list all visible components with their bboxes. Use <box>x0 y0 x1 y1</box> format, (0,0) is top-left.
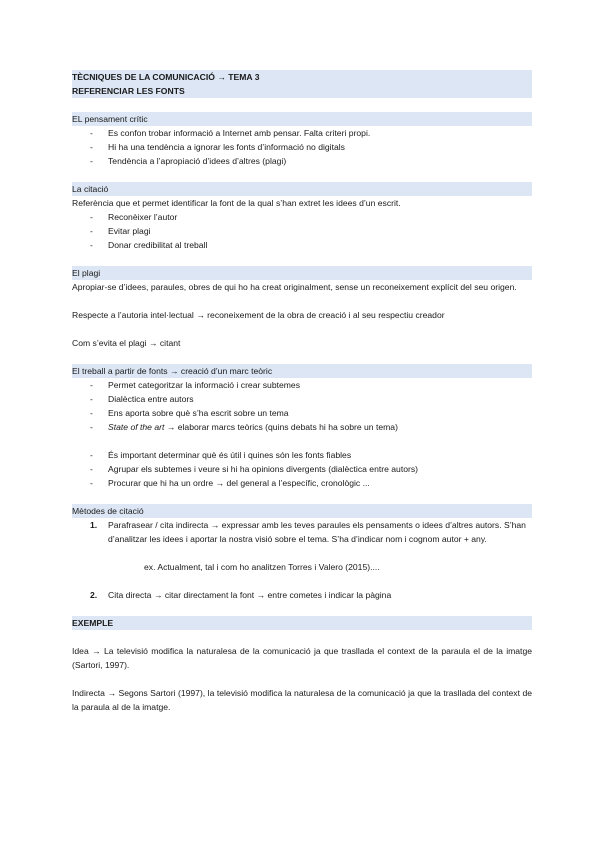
list-item: - Evitar plagi <box>72 224 532 238</box>
list-item: - Donar credibilitat al treball <box>72 238 532 252</box>
section-heading: EL pensament crític <box>72 112 532 126</box>
section-metodes <box>72 504 532 602</box>
course-title: TÈCNIQUES DE LA COMUNICACIÓ → TEMA 3 <box>72 70 532 84</box>
list-item: - Agrupar els subtemes i veure si hi ha opinions divergents (dialèctica entre autors) <box>72 462 532 476</box>
section-heading: La citació <box>72 182 532 196</box>
list-item: - És important determinar què és útil i quines són les fonts fiables <box>72 448 532 462</box>
paragraph: Referència que et permet identificar la font de la qual s’han extret les idees d’un escrit. <box>72 198 401 208</box>
list-item <box>72 420 532 434</box>
topic-title: REFERENCIAR LES FONTS <box>72 84 532 98</box>
bullet-list <box>72 126 532 168</box>
numbered-list <box>72 518 532 546</box>
paragraph: Respecte a l’autoria intel·lectual → reconeixement de la obra de creació i al seu respectiu creador <box>72 310 445 320</box>
list-item-text: → elaborar marcs teòrics (quins debats hi ha sobre un tema) <box>164 422 398 432</box>
section-citacio <box>72 182 532 252</box>
italic-term: State of the art <box>108 422 165 432</box>
paragraph: Com s’evita el plagi → citant <box>72 338 181 348</box>
document-page <box>72 70 532 714</box>
list-item-text: Parafrasear / cita indirecta → expressar amb les teves paraules els pensaments o idees d’altres autors. S’han d’analitzar les idees i aportar la nostra visió sobre el tema. S’ha d’indicar nom i cognom autor + any. <box>108 520 526 544</box>
paragraph: Indirecta → Segons Sartori (1997), la televisió modifica la naturalesa de la comunicació ja que la trasllada del context de la paraula al de la imatge. <box>72 688 532 712</box>
section-exemple <box>72 616 532 714</box>
list-item: - Permet categoritzar la informació i crear subtemes <box>72 378 532 392</box>
section-heading: El treball a partir de fonts → creació d’un marc teòric <box>72 364 532 378</box>
document-header <box>72 70 532 98</box>
bullet-list <box>72 378 532 434</box>
list-item: - Procurar que hi ha un ordre → del general a l’específic, cronològic ... <box>72 476 532 490</box>
list-item: - Ens aporta sobre què s’ha escrit sobre un tema <box>72 406 532 420</box>
section-pensament <box>72 112 532 168</box>
list-item: - Es confon trobar informació a Internet amb pensar. Falta criteri propi. <box>72 126 532 140</box>
numbered-list <box>72 588 532 602</box>
example-line: ex. Actualment, tal i com ho analitzen Torres i Valero (2015).... <box>144 562 380 572</box>
list-item-text: Cita directa → citar directament la font → entre cometes i indicar la pàgina <box>108 590 392 600</box>
list-item: - Hi ha una tendència a ignorar les fonts d’informació no digitals <box>72 140 532 154</box>
section-plagi <box>72 266 532 350</box>
paragraph: Idea → La televisió modifica la naturalesa de la comunicació ja que trasllada el context de la paraula el de la imatge (Sartori, 1997). <box>72 646 532 670</box>
list-item: - Dialèctica entre autors <box>72 392 532 406</box>
list-number: 1. <box>90 520 98 530</box>
list-item <box>72 518 532 546</box>
list-item: - Reconèixer l’autor <box>72 210 532 224</box>
list-item <box>72 588 532 602</box>
bullet-list <box>72 210 532 252</box>
section-treball <box>72 364 532 490</box>
list-item: - Tendència a l’apropiació d’idees d’altres (plagi) <box>72 154 532 168</box>
list-number: 2. <box>90 590 98 600</box>
paragraph: Apropiar-se d’idees, paraules, obres de qui ho ha creat originalment, sense un reconeixement explícit del seu origen. <box>72 282 517 292</box>
section-heading: EXEMPLE <box>72 616 532 630</box>
section-heading: El plagi <box>72 266 532 280</box>
bullet-list <box>72 448 532 490</box>
section-heading: Mètodes de citació <box>72 504 532 518</box>
